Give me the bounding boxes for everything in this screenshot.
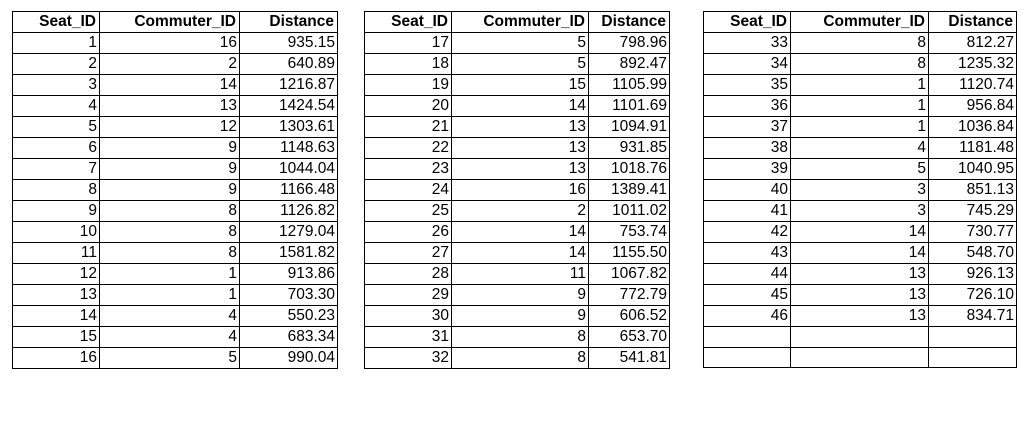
distance-cell: 1105.99 [589, 75, 670, 96]
distance-cell: 892.47 [589, 54, 670, 75]
distance-cell: 703.30 [240, 285, 338, 306]
commuter-id-cell: 13 [100, 96, 240, 117]
seat-table-1 [12, 11, 338, 369]
table-row [704, 327, 1017, 348]
distance-cell: 683.34 [240, 327, 338, 348]
distance-cell: 1389.41 [589, 180, 670, 201]
commuter-id-cell: 4 [100, 327, 240, 348]
distance-cell: 1036.84 [929, 117, 1017, 138]
distance-cell: 730.77 [929, 222, 1017, 243]
commuter-id-cell: 13 [452, 117, 589, 138]
table-row [365, 243, 670, 264]
commuter-id-cell: 3 [791, 201, 929, 222]
table-row [365, 138, 670, 159]
table-row [13, 33, 338, 54]
table-row [704, 117, 1017, 138]
table-row [365, 54, 670, 75]
table-row [13, 264, 338, 285]
commuter-id-cell: 13 [791, 306, 929, 327]
seat-id-cell: 44 [704, 264, 791, 285]
commuter-id-cell: 13 [791, 264, 929, 285]
table-row [365, 222, 670, 243]
commuter-id-cell: 8 [791, 33, 929, 54]
table-row [13, 75, 338, 96]
distance-cell: 606.52 [589, 306, 670, 327]
table-row [365, 75, 670, 96]
seat-id-cell: 9 [13, 201, 100, 222]
seat-id-cell: 12 [13, 264, 100, 285]
seat-id-cell: 28 [365, 264, 452, 285]
commuter-id-cell: 13 [791, 285, 929, 306]
distance-cell: 653.70 [589, 327, 670, 348]
seat-id-cell: 45 [704, 285, 791, 306]
seat-id-cell: 27 [365, 243, 452, 264]
table-row [704, 243, 1017, 264]
commuter-id-cell: 13 [452, 138, 589, 159]
table-row [13, 54, 338, 75]
commuter-id-cell: 1 [791, 75, 929, 96]
seat-id-cell: 4 [13, 96, 100, 117]
seat-id-cell: 46 [704, 306, 791, 327]
seat-id-cell: 42 [704, 222, 791, 243]
commuter-id-cell: 14 [452, 222, 589, 243]
table-row [13, 201, 338, 222]
seat-id-cell: 37 [704, 117, 791, 138]
seat-table-3 [703, 11, 1017, 368]
distance-cell: 550.23 [240, 306, 338, 327]
header-distance: Distance [589, 12, 670, 33]
seat-id-cell: 36 [704, 96, 791, 117]
distance-cell: 913.86 [240, 264, 338, 285]
distance-cell [929, 327, 1017, 348]
commuter-id-cell: 16 [100, 33, 240, 54]
table-row [365, 201, 670, 222]
commuter-id-cell: 5 [452, 54, 589, 75]
header-commuter-id: Commuter_ID [791, 12, 929, 33]
seat-id-cell: 43 [704, 243, 791, 264]
commuter-id-cell: 2 [100, 54, 240, 75]
commuter-id-cell: 5 [791, 159, 929, 180]
header-distance: Distance [240, 12, 338, 33]
distance-cell: 1120.74 [929, 75, 1017, 96]
commuter-id-cell: 9 [100, 138, 240, 159]
commuter-id-cell: 12 [100, 117, 240, 138]
distance-cell: 753.74 [589, 222, 670, 243]
distance-cell: 798.96 [589, 33, 670, 54]
distance-cell: 990.04 [240, 348, 338, 369]
seat-id-cell: 35 [704, 75, 791, 96]
distance-cell: 851.13 [929, 180, 1017, 201]
table-row [704, 138, 1017, 159]
distance-cell: 931.85 [589, 138, 670, 159]
table-row [13, 327, 338, 348]
distance-cell: 640.89 [240, 54, 338, 75]
table-row [13, 180, 338, 201]
table-row [704, 54, 1017, 75]
commuter-id-cell: 8 [100, 201, 240, 222]
table-row [704, 180, 1017, 201]
commuter-id-cell: 4 [100, 306, 240, 327]
seat-id-cell: 25 [365, 201, 452, 222]
table-row [704, 96, 1017, 117]
table-row [365, 33, 670, 54]
commuter-id-cell: 8 [452, 348, 589, 369]
commuter-id-cell: 14 [452, 243, 589, 264]
seat-id-cell: 10 [13, 222, 100, 243]
commuter-id-cell: 1 [791, 117, 929, 138]
header-row [704, 12, 1017, 33]
table-row [365, 348, 670, 369]
header-row [13, 12, 338, 33]
distance-cell: 935.15 [240, 33, 338, 54]
distance-cell: 1279.04 [240, 222, 338, 243]
seat-id-cell: 20 [365, 96, 452, 117]
seat-id-cell: 15 [13, 327, 100, 348]
commuter-id-cell: 9 [452, 285, 589, 306]
seat-id-cell: 3 [13, 75, 100, 96]
header-seat-id: Seat_ID [365, 12, 452, 33]
table-row [13, 348, 338, 369]
seat-id-cell: 13 [13, 285, 100, 306]
header-commuter-id: Commuter_ID [452, 12, 589, 33]
seat-id-cell: 19 [365, 75, 452, 96]
distance-cell: 1011.02 [589, 201, 670, 222]
commuter-id-cell: 9 [100, 180, 240, 201]
seat-id-cell: 22 [365, 138, 452, 159]
seat-id-cell: 8 [13, 180, 100, 201]
distance-cell: 1581.82 [240, 243, 338, 264]
commuter-id-cell: 16 [452, 180, 589, 201]
header-distance: Distance [929, 12, 1017, 33]
table-row [704, 347, 1017, 368]
table-row [365, 285, 670, 306]
distance-cell: 726.10 [929, 285, 1017, 306]
table-row [365, 264, 670, 285]
seat-id-cell: 40 [704, 180, 791, 201]
commuter-id-cell: 1 [100, 264, 240, 285]
commuter-id-cell: 5 [100, 348, 240, 369]
distance-cell: 1166.48 [240, 180, 338, 201]
seat-id-cell: 18 [365, 54, 452, 75]
distance-cell: 926.13 [929, 264, 1017, 285]
distance-cell: 1040.95 [929, 159, 1017, 180]
seat-id-cell [704, 327, 791, 348]
table-row [13, 117, 338, 138]
distance-cell: 1181.48 [929, 138, 1017, 159]
table-row [704, 33, 1017, 54]
distance-cell: 1067.82 [589, 264, 670, 285]
distance-cell: 834.71 [929, 306, 1017, 327]
seat-id-cell: 30 [365, 306, 452, 327]
table-row [13, 285, 338, 306]
commuter-id-cell: 15 [452, 75, 589, 96]
commuter-id-cell: 13 [452, 159, 589, 180]
commuter-id-cell: 11 [452, 264, 589, 285]
seat-id-cell: 31 [365, 327, 452, 348]
commuter-id-cell: 14 [791, 243, 929, 264]
distance-cell: 1101.69 [589, 96, 670, 117]
commuter-id-cell [791, 327, 929, 348]
table-row [704, 306, 1017, 327]
table-row [704, 159, 1017, 180]
commuter-id-cell: 14 [791, 222, 929, 243]
seat-id-cell: 23 [365, 159, 452, 180]
header-seat-id: Seat_ID [704, 12, 791, 33]
table-row [365, 327, 670, 348]
commuter-id-cell: 8 [100, 222, 240, 243]
commuter-id-cell: 5 [452, 33, 589, 54]
commuter-id-cell: 1 [100, 285, 240, 306]
distance-cell: 1018.76 [589, 159, 670, 180]
header-row [365, 12, 670, 33]
table-row [13, 306, 338, 327]
commuter-id-cell: 9 [452, 306, 589, 327]
distance-cell: 1148.63 [240, 138, 338, 159]
distance-cell: 1126.82 [240, 201, 338, 222]
distance-cell: 772.79 [589, 285, 670, 306]
commuter-id-cell [791, 347, 929, 368]
seat-id-cell: 33 [704, 33, 791, 54]
seat-id-cell: 41 [704, 201, 791, 222]
seat-id-cell: 2 [13, 54, 100, 75]
table-row [704, 264, 1017, 285]
table-row [365, 159, 670, 180]
distance-cell: 1216.87 [240, 75, 338, 96]
seat-id-cell: 29 [365, 285, 452, 306]
table-row [704, 201, 1017, 222]
table-row [13, 96, 338, 117]
commuter-id-cell: 8 [100, 243, 240, 264]
seat-id-cell: 7 [13, 159, 100, 180]
commuter-id-cell: 8 [452, 327, 589, 348]
seat-id-cell: 39 [704, 159, 791, 180]
seat-id-cell [704, 347, 791, 368]
distance-cell: 1094.91 [589, 117, 670, 138]
seat-id-cell: 5 [13, 117, 100, 138]
seat-id-cell: 16 [13, 348, 100, 369]
commuter-id-cell: 9 [100, 159, 240, 180]
header-commuter-id: Commuter_ID [100, 12, 240, 33]
seat-id-cell: 17 [365, 33, 452, 54]
distance-cell: 1424.54 [240, 96, 338, 117]
seat-id-cell: 1 [13, 33, 100, 54]
seat-id-cell: 34 [704, 54, 791, 75]
table-row [365, 306, 670, 327]
header-seat-id: Seat_ID [13, 12, 100, 33]
seat-table-2 [364, 11, 670, 369]
distance-cell: 745.29 [929, 201, 1017, 222]
distance-cell: 541.81 [589, 348, 670, 369]
table-row [13, 138, 338, 159]
distance-cell: 1044.04 [240, 159, 338, 180]
table-row [365, 180, 670, 201]
table-row [365, 117, 670, 138]
commuter-id-cell: 3 [791, 180, 929, 201]
seat-id-cell: 11 [13, 243, 100, 264]
seat-id-cell: 26 [365, 222, 452, 243]
table-row [704, 75, 1017, 96]
distance-cell: 548.70 [929, 243, 1017, 264]
distance-cell: 1155.50 [589, 243, 670, 264]
commuter-id-cell: 2 [452, 201, 589, 222]
distance-cell: 1303.61 [240, 117, 338, 138]
seat-id-cell: 32 [365, 348, 452, 369]
table-row [704, 285, 1017, 306]
seat-id-cell: 6 [13, 138, 100, 159]
commuter-id-cell: 14 [100, 75, 240, 96]
seat-id-cell: 24 [365, 180, 452, 201]
seat-id-cell: 21 [365, 117, 452, 138]
commuter-id-cell: 1 [791, 96, 929, 117]
distance-cell: 1235.32 [929, 54, 1017, 75]
distance-cell [929, 347, 1017, 368]
commuter-id-cell: 8 [791, 54, 929, 75]
distance-cell: 812.27 [929, 33, 1017, 54]
table-row [13, 222, 338, 243]
seat-id-cell: 14 [13, 306, 100, 327]
distance-cell: 956.84 [929, 96, 1017, 117]
table-row [365, 96, 670, 117]
seat-id-cell: 38 [704, 138, 791, 159]
table-row [13, 243, 338, 264]
table-row [704, 222, 1017, 243]
commuter-id-cell: 4 [791, 138, 929, 159]
table-row [13, 159, 338, 180]
commuter-id-cell: 14 [452, 96, 589, 117]
